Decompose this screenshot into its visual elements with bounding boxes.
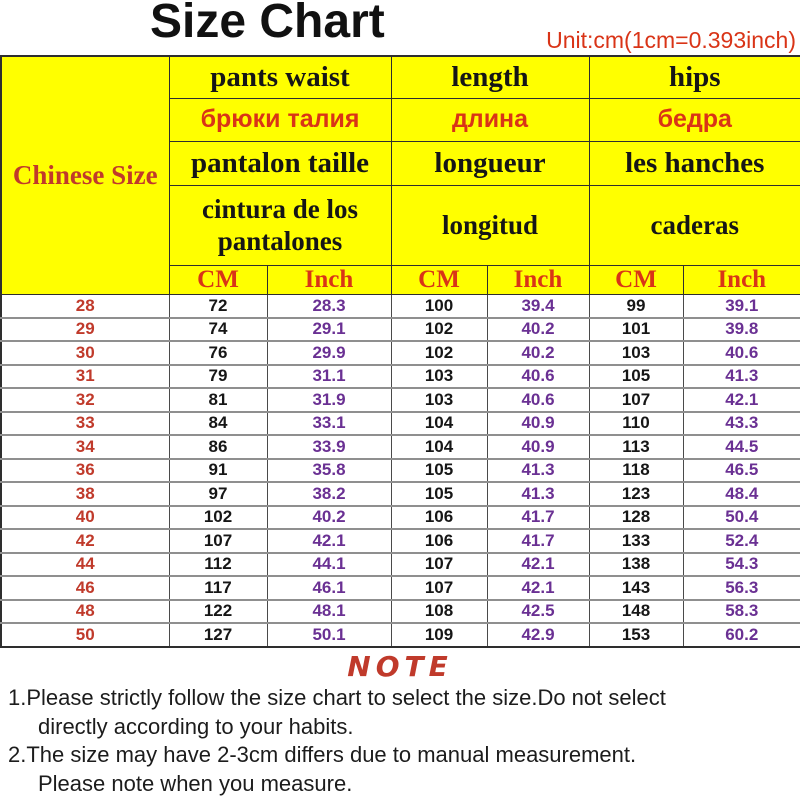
hips-cm-value: 133 [589, 529, 683, 553]
hips-inch-value: 46.5 [683, 459, 800, 483]
header-length-ru: длина [391, 98, 589, 141]
hips-cm-value: 138 [589, 553, 683, 577]
unit-header-waist-cm: CM [169, 265, 267, 294]
waist-cm-value: 81 [169, 388, 267, 412]
header-pants-waist-fr: pantalon taille [169, 141, 391, 185]
header-pants-waist-es: cintura de los pantalones [169, 185, 391, 265]
unit-header-waist-inch: Inch [267, 265, 391, 294]
hips-inch-value: 60.2 [683, 623, 800, 647]
table-row [1, 459, 800, 483]
length-cm-value: 107 [391, 576, 487, 600]
hips-inch-value: 56.3 [683, 576, 800, 600]
length-cm-value: 102 [391, 318, 487, 342]
hips-inch-value: 58.3 [683, 600, 800, 624]
hips-cm-value: 153 [589, 623, 683, 647]
size-value: 34 [1, 435, 169, 459]
waist-cm-value: 84 [169, 412, 267, 436]
length-inch-value: 40.9 [487, 435, 589, 459]
waist-inch-value: 29.9 [267, 341, 391, 365]
waist-cm-value: 107 [169, 529, 267, 553]
hips-inch-value: 54.3 [683, 553, 800, 577]
header-row-en [1, 56, 800, 98]
hips-inch-value: 42.1 [683, 388, 800, 412]
unit-header-length-inch: Inch [487, 265, 589, 294]
size-value: 46 [1, 576, 169, 600]
waist-inch-value: 31.9 [267, 388, 391, 412]
header-length-fr: longueur [391, 141, 589, 185]
size-value: 40 [1, 506, 169, 530]
length-inch-value: 40.6 [487, 365, 589, 389]
waist-cm-value: 79 [169, 365, 267, 389]
waist-cm-value: 76 [169, 341, 267, 365]
waist-cm-value: 122 [169, 600, 267, 624]
length-cm-value: 103 [391, 365, 487, 389]
size-value: 50 [1, 623, 169, 647]
size-chart-table [0, 55, 800, 648]
waist-inch-value: 42.1 [267, 529, 391, 553]
waist-cm-value: 127 [169, 623, 267, 647]
waist-inch-value: 40.2 [267, 506, 391, 530]
table-row [1, 553, 800, 577]
note-1-line-2: directly according to your habits. [38, 713, 354, 739]
size-value: 30 [1, 341, 169, 365]
size-value: 28 [1, 294, 169, 318]
table-row [1, 529, 800, 553]
length-cm-value: 107 [391, 553, 487, 577]
hips-inch-value: 39.1 [683, 294, 800, 318]
hips-cm-value: 107 [589, 388, 683, 412]
header-hips-ru: бедра [589, 98, 800, 141]
table-row [1, 318, 800, 342]
length-inch-value: 41.3 [487, 482, 589, 506]
hips-inch-value: 44.5 [683, 435, 800, 459]
length-cm-value: 109 [391, 623, 487, 647]
length-cm-value: 106 [391, 529, 487, 553]
hips-inch-value: 39.8 [683, 318, 800, 342]
length-inch-value: 41.7 [487, 529, 589, 553]
waist-cm-value: 91 [169, 459, 267, 483]
length-inch-value: 42.9 [487, 623, 589, 647]
waist-cm-value: 102 [169, 506, 267, 530]
hips-inch-value: 40.6 [683, 341, 800, 365]
hips-inch-value: 43.3 [683, 412, 800, 436]
waist-inch-value: 33.1 [267, 412, 391, 436]
waist-cm-value: 74 [169, 318, 267, 342]
size-value: 38 [1, 482, 169, 506]
unit-header-hips-inch: Inch [683, 265, 800, 294]
hips-cm-value: 148 [589, 600, 683, 624]
size-value: 42 [1, 529, 169, 553]
size-value: 29 [1, 318, 169, 342]
hips-cm-value: 101 [589, 318, 683, 342]
hips-inch-value: 52.4 [683, 529, 800, 553]
waist-inch-value: 46.1 [267, 576, 391, 600]
length-cm-value: 104 [391, 412, 487, 436]
table-row [1, 294, 800, 318]
waist-inch-value: 38.2 [267, 482, 391, 506]
page-header [0, 0, 800, 55]
length-inch-value: 42.5 [487, 600, 589, 624]
note-2-line-2: Please note when you measure. [38, 770, 353, 796]
waist-inch-value: 44.1 [267, 553, 391, 577]
table-row [1, 412, 800, 436]
table-row [1, 600, 800, 624]
size-value: 33 [1, 412, 169, 436]
hips-cm-value: 123 [589, 482, 683, 506]
size-value: 31 [1, 365, 169, 389]
table-row [1, 435, 800, 459]
table-row [1, 388, 800, 412]
length-cm-value: 105 [391, 459, 487, 483]
hips-cm-value: 103 [589, 341, 683, 365]
length-cm-value: 105 [391, 482, 487, 506]
page-title: Size Chart [150, 0, 385, 48]
waist-inch-value: 31.1 [267, 365, 391, 389]
note-heading: NOTE [347, 649, 453, 683]
length-cm-value: 102 [391, 341, 487, 365]
hips-inch-value: 50.4 [683, 506, 800, 530]
header-hips-en: hips [589, 56, 800, 98]
length-inch-value: 40.9 [487, 412, 589, 436]
length-inch-value: 42.1 [487, 553, 589, 577]
waist-cm-value: 86 [169, 435, 267, 459]
unit-header-hips-cm: CM [589, 265, 683, 294]
waist-inch-value: 33.9 [267, 435, 391, 459]
header-pants-waist-ru: брюки талия [169, 98, 391, 141]
waist-inch-value: 48.1 [267, 600, 391, 624]
hips-cm-value: 113 [589, 435, 683, 459]
waist-cm-value: 117 [169, 576, 267, 600]
waist-inch-value: 29.1 [267, 318, 391, 342]
size-value: 48 [1, 600, 169, 624]
size-value: 32 [1, 388, 169, 412]
header-length-es: longitud [391, 185, 589, 265]
header-hips-es: caderas [589, 185, 800, 265]
hips-cm-value: 110 [589, 412, 683, 436]
unit-conversion-note: Unit:cm(1cm=0.393inch) [546, 27, 796, 53]
waist-inch-value: 50.1 [267, 623, 391, 647]
header-length-en: length [391, 56, 589, 98]
waist-cm-value: 72 [169, 294, 267, 318]
length-cm-value: 103 [391, 388, 487, 412]
table-row [1, 365, 800, 389]
note-2-line-1: 2.The size may have 2-3cm differs due to manual measurement. [8, 742, 637, 768]
size-value: 36 [1, 459, 169, 483]
table-row [1, 506, 800, 530]
table-row [1, 576, 800, 600]
length-inch-value: 40.2 [487, 318, 589, 342]
length-inch-value: 39.4 [487, 294, 589, 318]
length-cm-value: 106 [391, 506, 487, 530]
table-row [1, 482, 800, 506]
row-header-chinese-size: Chinese Size [1, 56, 169, 294]
length-inch-value: 41.3 [487, 459, 589, 483]
hips-cm-value: 118 [589, 459, 683, 483]
size-table-body [1, 294, 800, 647]
table-row [1, 341, 800, 365]
hips-inch-value: 41.3 [683, 365, 800, 389]
size-value: 44 [1, 553, 169, 577]
length-cm-value: 100 [391, 294, 487, 318]
hips-cm-value: 143 [589, 576, 683, 600]
header-hips-fr: les hanches [589, 141, 800, 185]
hips-cm-value: 105 [589, 365, 683, 389]
note-1-line-1: 1.Please strictly follow the size chart to select the size.Do not select [8, 685, 666, 711]
table-row [1, 623, 800, 647]
length-cm-value: 104 [391, 435, 487, 459]
notes-block [8, 684, 800, 798]
hips-inch-value: 48.4 [683, 482, 800, 506]
length-inch-value: 40.6 [487, 388, 589, 412]
waist-inch-value: 28.3 [267, 294, 391, 318]
length-inch-value: 40.2 [487, 341, 589, 365]
header-pants-waist-en: pants waist [169, 56, 391, 98]
length-inch-value: 42.1 [487, 576, 589, 600]
length-inch-value: 41.7 [487, 506, 589, 530]
unit-header-length-cm: CM [391, 265, 487, 294]
hips-cm-value: 128 [589, 506, 683, 530]
length-cm-value: 108 [391, 600, 487, 624]
waist-cm-value: 97 [169, 482, 267, 506]
waist-inch-value: 35.8 [267, 459, 391, 483]
waist-cm-value: 112 [169, 553, 267, 577]
hips-cm-value: 99 [589, 294, 683, 318]
